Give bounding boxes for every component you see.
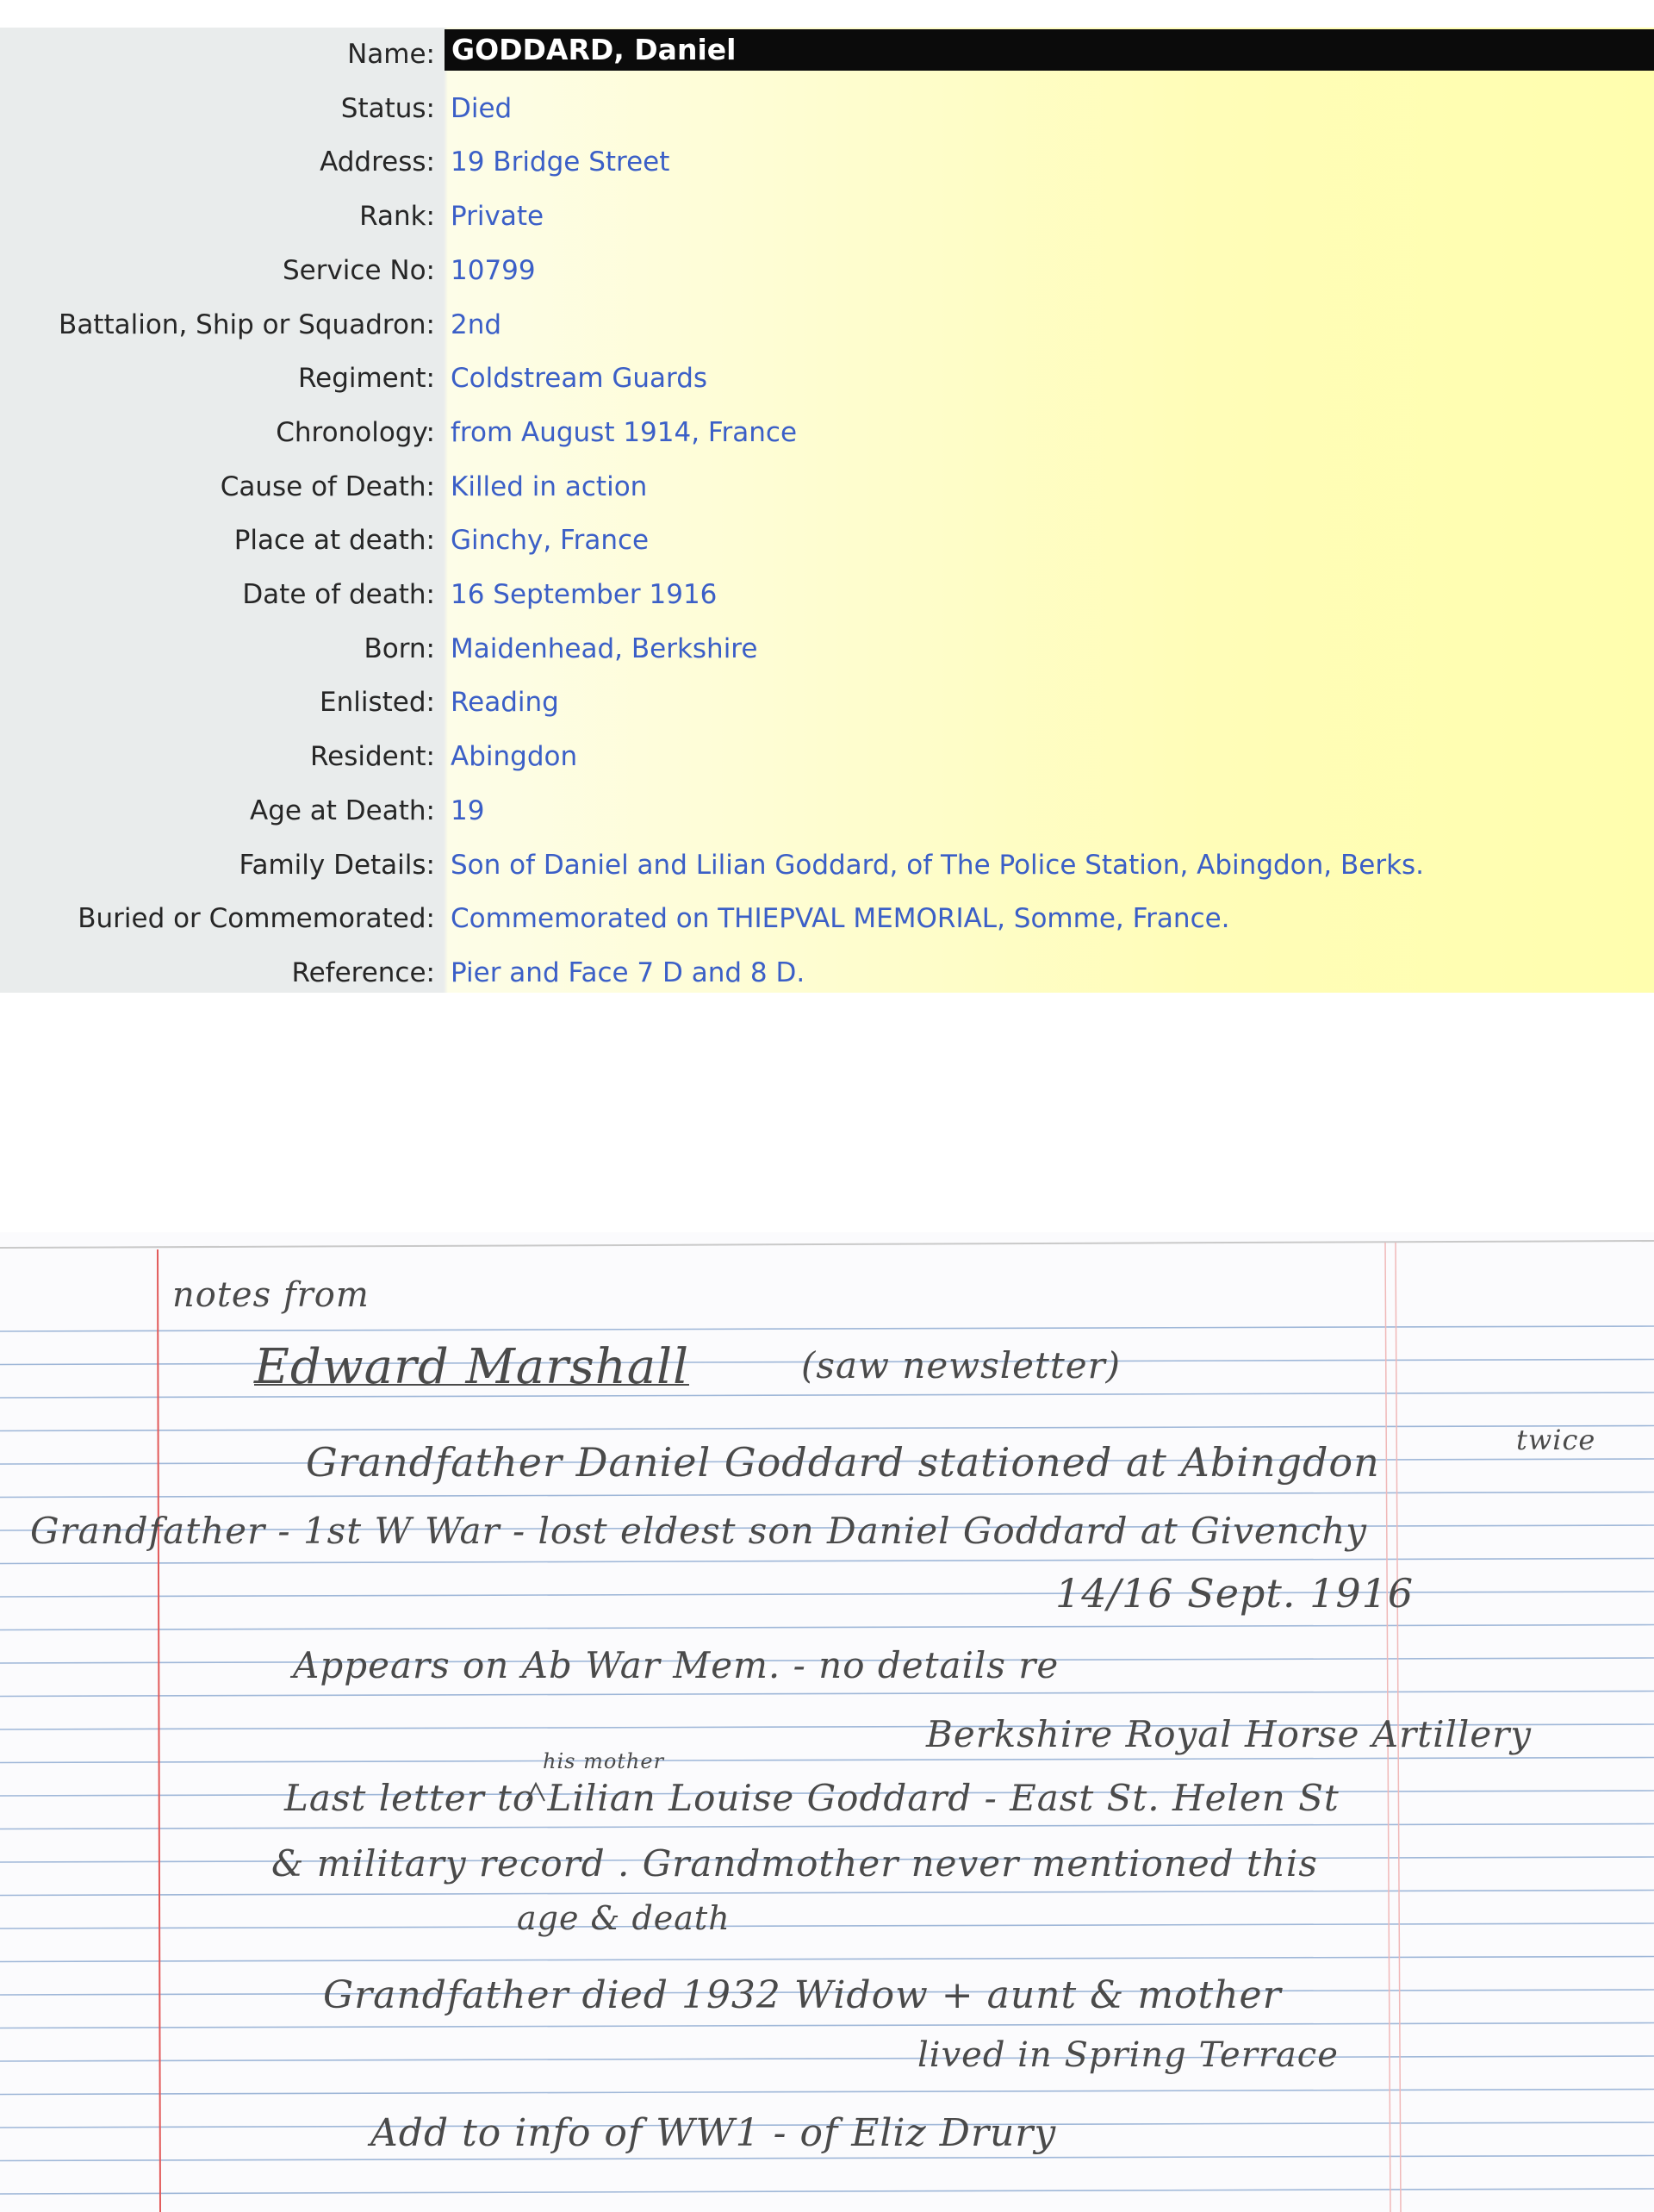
field-value: Ginchy, France xyxy=(451,525,650,556)
record-row xyxy=(0,406,1654,459)
left-margin-line xyxy=(158,1249,160,2212)
ruled-line xyxy=(0,1923,1654,1928)
field-label: Reference: xyxy=(291,957,435,988)
note-line-6: Grandfather - 1st W War - lost eldest son Daniel Goddard at Givenchy xyxy=(30,1510,1368,1552)
note-line-1: notes from xyxy=(172,1275,370,1315)
ruled-line xyxy=(0,2156,1654,2161)
ruled-line xyxy=(0,1559,1654,1564)
ruled-line xyxy=(0,1426,1654,1431)
record-row xyxy=(0,352,1654,405)
field-label: Address: xyxy=(320,146,435,178)
soldier-record-table xyxy=(0,28,1654,993)
ruled-line xyxy=(0,1393,1654,1398)
handwritten-notes-page xyxy=(0,1232,1654,2212)
ruled-line xyxy=(0,2090,1654,2095)
field-label: Place at death: xyxy=(233,525,435,556)
ruled-line xyxy=(0,1492,1654,1498)
note-line-2: Edward Marshall xyxy=(254,1339,689,1395)
ruled-line xyxy=(0,1891,1654,1896)
name-label: Name: xyxy=(347,39,435,70)
note-line-10: his mother xyxy=(543,1749,665,1773)
field-label: Service No: xyxy=(282,255,435,286)
note-line-15: lived in Spring Terrace xyxy=(917,2035,1339,2075)
field-label: Resident: xyxy=(310,741,435,772)
ruled-line xyxy=(0,2189,1654,2194)
field-value: 19 xyxy=(451,795,485,826)
note-line-16: Add to info of WW1 - of Eliz Drury xyxy=(370,2111,1057,2155)
field-value: Coldstream Guards xyxy=(451,363,708,394)
ruled-line xyxy=(0,2023,1654,2028)
field-label: Age at Death: xyxy=(249,795,435,826)
note-line-8: Appears on Ab War Mem. - no details re xyxy=(293,1644,1060,1686)
record-row xyxy=(0,784,1654,838)
record-row xyxy=(0,622,1654,676)
note-line-7: 14/16 Sept. 1916 xyxy=(1055,1570,1415,1617)
field-value: Son of Daniel and Lilian Goddard, of The Police Station, Abingdon, Berks. xyxy=(451,850,1425,881)
field-label: Family Details: xyxy=(239,850,435,881)
field-value: Maidenhead, Berkshire xyxy=(451,633,758,664)
field-value: Died xyxy=(451,93,513,124)
note-line-11: Last letter to Lilian Louise Goddard - East St. Helen St xyxy=(284,1777,1340,1819)
field-label: Date of death: xyxy=(242,579,435,610)
ruled-line xyxy=(0,1326,1654,1331)
field-value: 10799 xyxy=(451,255,536,286)
record-row xyxy=(0,244,1654,297)
field-value: Pier and Face 7 D and 8 D. xyxy=(451,957,805,988)
ruled-line xyxy=(0,2056,1654,2061)
note-line-3: (saw newsletter) xyxy=(801,1344,1122,1386)
field-value: Commemorated on THIEPVAL MEMORIAL, Somme, France. xyxy=(451,903,1230,934)
name-value: GODDARD, Daniel xyxy=(451,33,737,66)
note-line-5: twice xyxy=(1516,1424,1596,1456)
note-line-12: & military record . Grandmother never mentioned this xyxy=(271,1842,1318,1885)
record-row xyxy=(0,460,1654,514)
field-value: 2nd xyxy=(451,309,502,340)
field-label: Born: xyxy=(364,633,435,664)
ruled-line xyxy=(0,1957,1654,1962)
record-row xyxy=(0,190,1654,243)
field-value: 16 September 1916 xyxy=(451,579,718,610)
record-row xyxy=(0,676,1654,729)
field-value: Abingdon xyxy=(451,741,578,772)
record-row xyxy=(0,892,1654,945)
field-value: Killed in action xyxy=(451,471,648,502)
record-row xyxy=(0,135,1654,189)
note-line-9: Berkshire Royal Horse Artillery xyxy=(926,1713,1533,1755)
ruled-line xyxy=(0,1824,1654,1829)
paper-top-edge xyxy=(0,1241,1654,1248)
ruled-line xyxy=(0,1692,1654,1697)
field-label: Enlisted: xyxy=(320,687,435,718)
field-value: 19 Bridge Street xyxy=(451,146,670,178)
field-label: Rank: xyxy=(359,201,435,232)
note-line-14: Grandfather died 1932 Widow + aunt & mother xyxy=(323,1973,1282,2017)
field-value: Reading xyxy=(451,687,559,718)
record-row xyxy=(0,568,1654,621)
note-line-13: age & death xyxy=(517,1899,731,1937)
record-row xyxy=(0,514,1654,567)
record-row xyxy=(0,82,1654,135)
record-row xyxy=(0,838,1654,892)
field-label: Battalion, Ship or Squadron: xyxy=(59,309,435,340)
field-label: Cause of Death: xyxy=(220,471,435,502)
field-value: Private xyxy=(451,201,544,232)
record-row xyxy=(0,946,1654,1000)
field-label: Buried or Commemorated: xyxy=(78,903,435,934)
field-label: Regiment: xyxy=(297,363,435,394)
note-line-4: Grandfather Daniel Goddard stationed at Abingdon xyxy=(306,1439,1380,1486)
field-label: Chronology: xyxy=(276,417,435,448)
ruled-line xyxy=(0,1625,1654,1630)
ruled-line xyxy=(0,1758,1654,1763)
record-row xyxy=(0,730,1654,783)
record-row xyxy=(0,298,1654,352)
field-label: Status: xyxy=(340,93,435,124)
field-value: from August 1914, France xyxy=(451,417,798,448)
